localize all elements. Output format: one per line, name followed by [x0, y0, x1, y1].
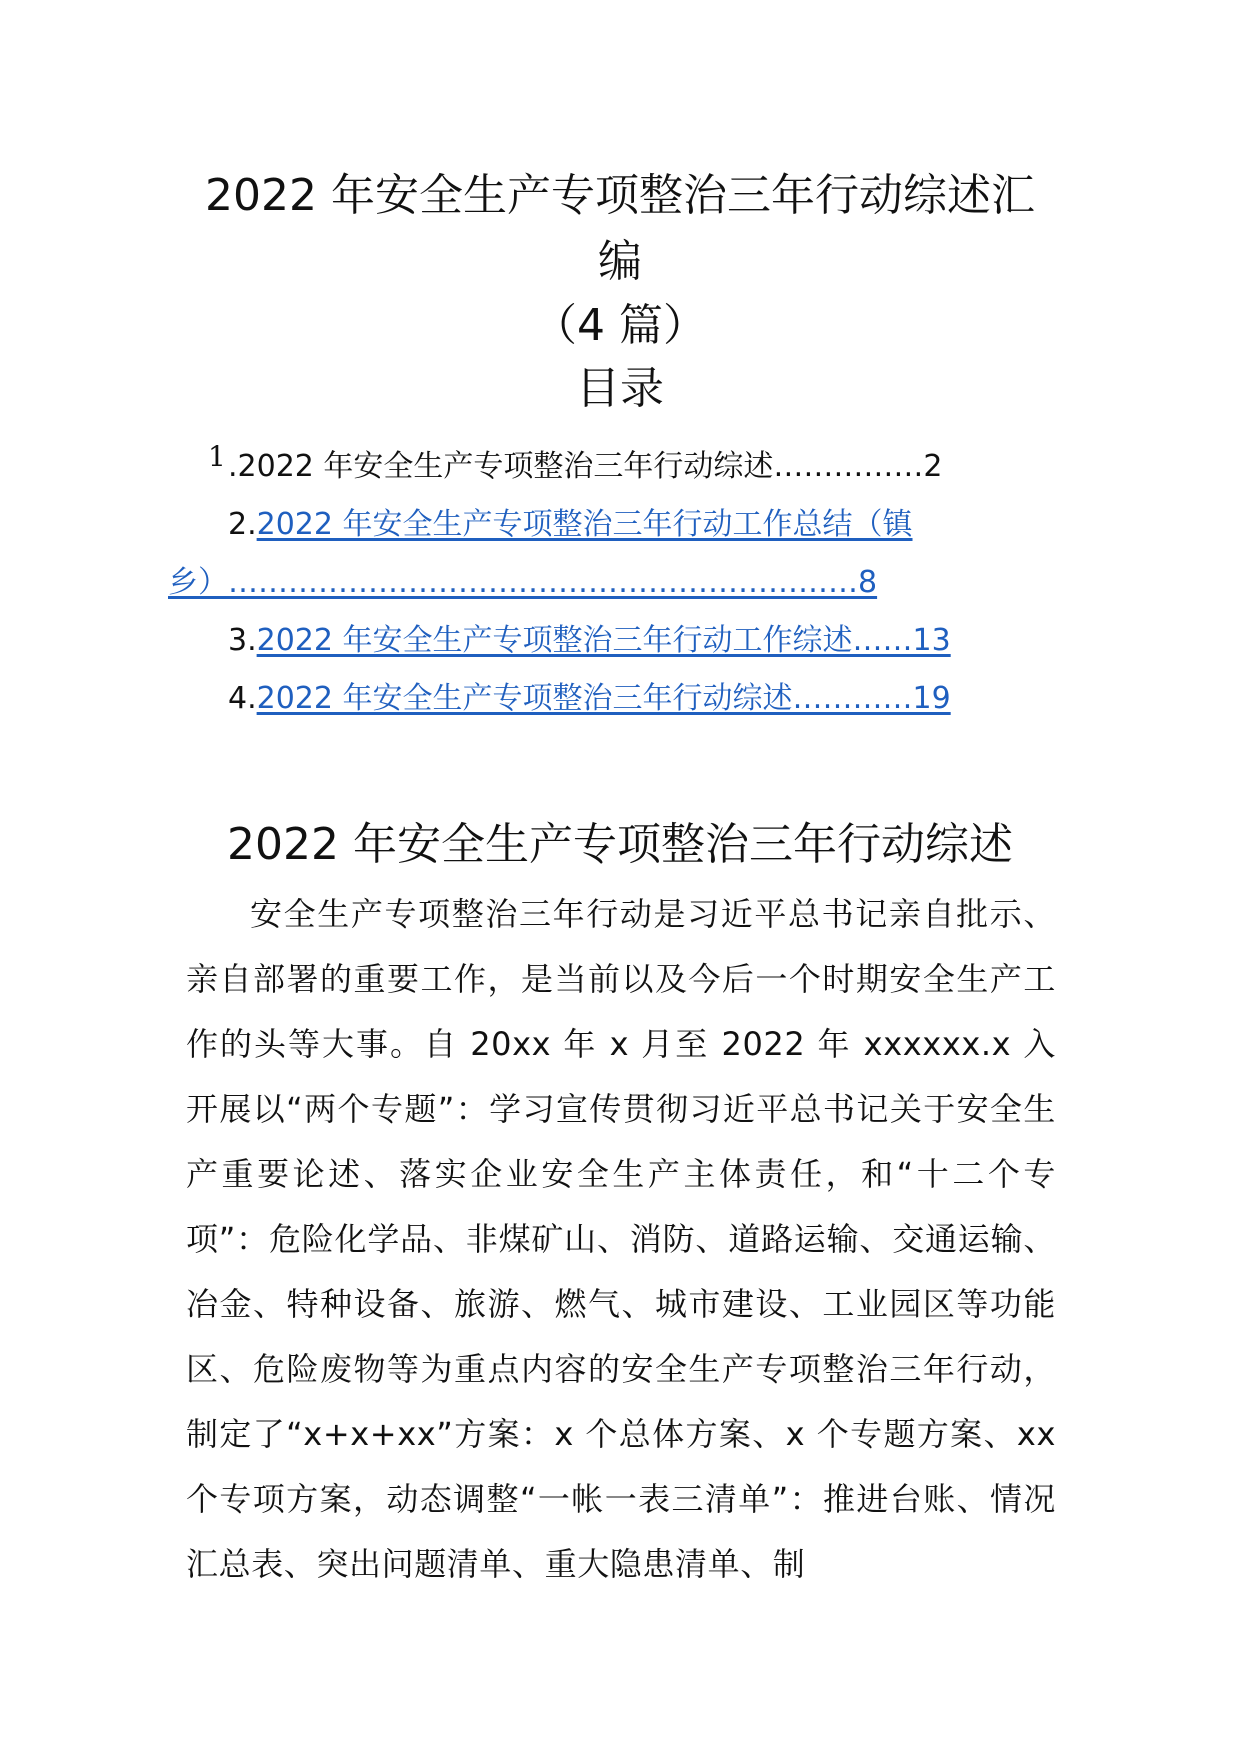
- body-paragraph: 安全生产专项整治三年行动是习近平总书记亲自批示、亲自部署的重要工作，是当前以及今后一个时期安全生产工作的头等大事。自 20xx 年 x 月至 2022 年 xxxxxx.x 入开展以“两个专题”：学习宣传贯彻习近平总书记关于安全生产重要论述、落实企业安全生产主体责任，和“十二个专项”：危险化学品、非煤矿山、消防、道路运输、交通运输、冶金、特种设备、旅游、燃气、城市建设、工业园区等功能区、危险废物等为重点内容的安全生产专项整治三年行动，制定了“x+x+xx”方案：x 个总体方案、x 个专题方案、xx 个专项方案，动态调整“一帐一表三清单”：推进台账、情况汇总表、突出问题清单、重大隐患清单、制: [186, 895, 1056, 1583]
- toc-entry-4[interactable]: [228, 679, 951, 719]
- toc-entry-4-link[interactable]: 2022 年安全生产专项整治三年行动综述…………19: [256, 681, 951, 716]
- toc-entry-3[interactable]: [228, 621, 951, 661]
- toc-entry-4-prefix: 4.: [228, 681, 257, 716]
- document-title: [160, 163, 1080, 295]
- toc-entry-2-prefix: 2.: [228, 507, 257, 542]
- toc-entry-2-continued[interactable]: [168, 563, 877, 603]
- toc-number-one: 1: [208, 440, 226, 473]
- document-title-line1: 2022 年安全生产专项整治三年行动综述汇: [205, 170, 1035, 221]
- toc-entry-3-prefix: 3.: [228, 623, 257, 658]
- toc-entry-3-link[interactable]: 2022 年安全生产专项整治三年行动工作综述……13: [256, 623, 951, 658]
- toc-entry-1-text[interactable]: 2022 年安全生产专项整治三年行动综述……………2: [237, 449, 943, 484]
- document-title-line2: 编: [598, 236, 642, 287]
- toc-entry-2-link-continued[interactable]: 乡）………………………………………………………8: [168, 565, 878, 600]
- article-count: （4 篇）: [533, 300, 707, 351]
- section-title: 2022 年安全生产专项整治三年行动综述: [227, 819, 1013, 870]
- toc-heading: 目录: [576, 363, 664, 414]
- toc-entry-2[interactable]: [228, 505, 913, 545]
- toc-entry-1-prefix: .: [228, 449, 238, 484]
- toc-entry-1[interactable]: [228, 447, 943, 487]
- toc-entry-2-link[interactable]: 2022 年安全生产专项整治三年行动工作总结（镇: [256, 507, 913, 542]
